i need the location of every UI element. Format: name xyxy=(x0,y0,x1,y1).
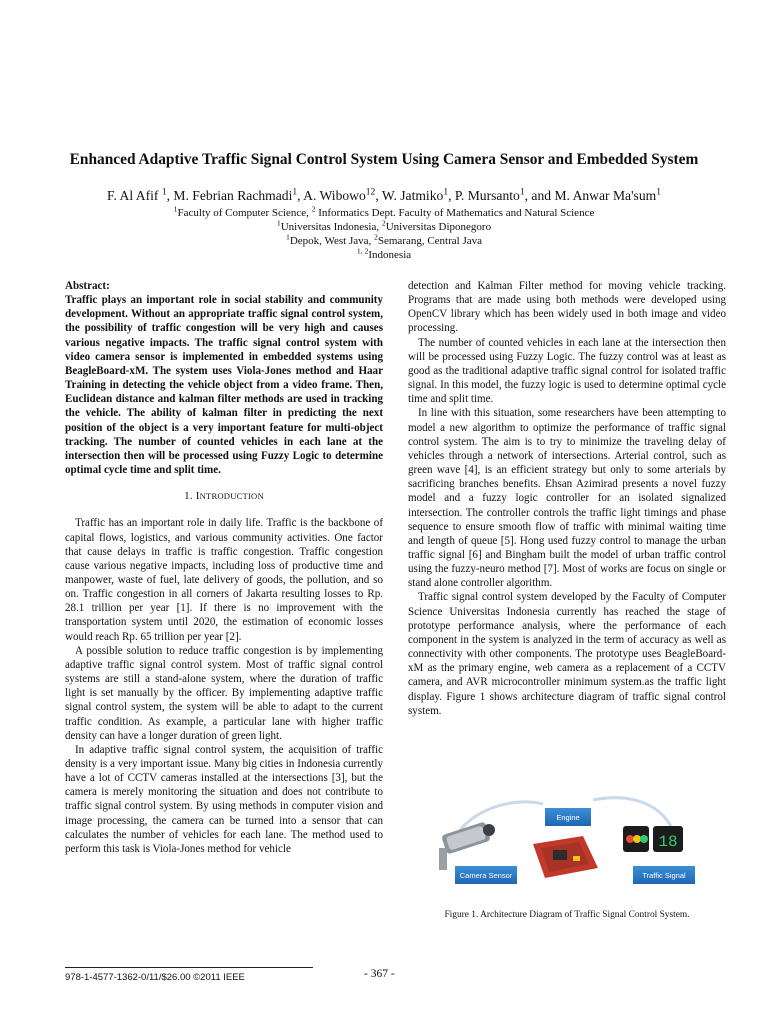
signal-label: Traffic Signal xyxy=(642,871,686,880)
traffic-light-icon xyxy=(623,826,683,852)
author-affiliation-mark: 1 xyxy=(161,187,167,198)
affiliation-line xyxy=(60,232,708,248)
affiliation-mark: 2 xyxy=(311,204,316,214)
author-affiliation-mark: 1 xyxy=(656,187,661,198)
affiliation-mark: 2 xyxy=(381,218,386,228)
affiliation-mark: 1 xyxy=(276,218,281,228)
affiliation-text: Semarang, Central Java xyxy=(377,235,482,247)
footer-rule xyxy=(65,967,313,968)
paragraph: In line with this situation, some researchers have been attempting to model a new algorithm to optimize the performance of traffic signal control system. The aim is to try to minimize the traveling delay of vehicles through a network of intersections. Arterial control, such as green wave [4], is an efficient strategy but only to some arterials by sacrificing branches benefits. Ehsan Azimirad presents a novel fuzzy model and a fuzzy logic controller for an isolated signalized intersection. The controller controls the traffic light timings and phase sequence to ensure smooth flow of traffic with minimal waiting time and length of queue [5]. Hong used fuzzy control to manage the urban traffic signal [6] and Bingham built the model of urban traffic control using the fuzzy-neuro method [7]. Most of works are focus on single or stand alone controller algorithm. xyxy=(408,407,726,590)
author-affiliation-mark: 1 xyxy=(519,187,525,198)
section-number: 1. xyxy=(184,490,196,503)
author-name: F. Al Afif xyxy=(107,188,159,203)
engine-label: Engine xyxy=(556,813,580,822)
paragraph: In adaptive traffic signal control system, the acquisition of traffic density is a very important issue. Many big cities in Indonesia currently have a lot of CCTV cameras installed at the intersections [3], but the camera is merely monitoring the situation and does not contribute to traffic signal control system. By using methods in computer vision and image processing, the camera can be turned into a sensor that can calculates the number of vehicles for each lane. The method used to perform this task is Viola-Jones method for vehicle xyxy=(65,743,383,855)
affiliation-line xyxy=(60,246,708,262)
camera-label: Camera Sensor xyxy=(459,871,513,880)
left-column xyxy=(65,279,383,856)
paper-title: Enhanced Adaptive Traffic Signal Control System Using Camera Sensor and Embedded System xyxy=(69,151,699,168)
countdown-display: 18 xyxy=(658,833,678,851)
beagleboard-icon xyxy=(533,836,598,878)
footer-copyright: 978-1-4577-1362-0/11/$26.00 ©2011 IEEE xyxy=(65,972,245,983)
figure-caption: Figure 1. Architecture Diagram of Traffic Signal Control System. xyxy=(444,910,690,920)
affiliation-mark: 2 xyxy=(374,232,378,242)
author-name: P. Mursanto xyxy=(454,188,520,203)
affiliation-line xyxy=(60,218,708,234)
affiliation-text: Universitas Diponegoro xyxy=(385,221,492,233)
affiliation-text: Faculty of Computer Science, xyxy=(177,207,312,219)
paragraph: Traffic has an important role in daily life. Traffic is the backbone of capital flows, logistics, and various community activities. One factor that cause delays in traffic is traffic congestion. Traffic congestion cause various negative impacts, including loss of productive time and manpower, waste of fuel, late delivery of goods, the pollution, and so on. Traffic congestion in all corners of Jakarta resulting losses to Rp. 28.1 trillion per year [1]. If there is no improvement with the transportation system until 2020, the estimation of economic losses would reach Rp. 65 trillion per year [2]. xyxy=(65,517,383,643)
author-affiliation-mark: 1 xyxy=(292,187,298,198)
affiliation-mark: 1 xyxy=(173,204,178,214)
author-name: M. Anwar Ma'sum xyxy=(554,188,657,203)
paragraph: Traffic signal control system developed by the Faculty of Computer Science Universitas Indonesia currently has reached the stage of prototype performance analysis, where the performance of each component in the system is analyzed in the term of accuracy as well as connectivity with other components. The prototype uses BeagleBoard-xM as the primary engine, web camera as a replacement of a CCTV camera, and AVR microcontroller minimum system.as the traffic light display. Figure 1 shows architecture diagram of traffic signal control system. xyxy=(408,591,726,717)
author-affiliation-mark: 12 xyxy=(365,187,376,198)
author-name: M. Febrian Rachmadi xyxy=(173,188,293,203)
affiliation-text: Depok, West Java, xyxy=(289,235,374,247)
affiliation-text: Informatics Dept. Faculty of Mathematics and Natural Science xyxy=(315,207,595,219)
abstract-text: Traffic plays an important role in social stability and community development. Without an appropriate traffic signal control system, the possibility of traffic congestion will be very high and causes various negative impacts. The traffic signal control system with video camera sensor is implemented in embedded systems using BeagleBoard-xM. The system uses Viola-Jones method and Haar Training in detecting the vehicle object from a video frame. Then, Euclidean distance and kalman filter methods are used in tracking the vehicle. The ability of kalman filter in predicting the next position of the object is a very important feature for multi-object tracking. The number of counted vehicles in each lane at the intersection then will be processed using Fuzzy Logic to determine optimal cycle time and split time. xyxy=(65,294,383,477)
page-number: - 367 - xyxy=(364,968,395,980)
affiliation-mark: 1, 2 xyxy=(356,246,369,256)
author-name: A. Wibowo xyxy=(303,188,366,203)
paragraph: A possible solution to reduce traffic congestion is by implementing adaptive traffic signal control system. Most of traffic signal control systems are still a stand-alone system, where the duration of traffic light is set manually by the officer. By implementing adaptive traffic signal control system, the system will be able to adapt to the current traffic condition. As example, a particular lane with higher traffic density can have a longer duration of green light. xyxy=(65,644,383,742)
section-heading-introduction xyxy=(65,489,383,503)
cctv-camera-icon xyxy=(439,821,495,870)
section-title-initial: I xyxy=(195,490,200,503)
author-affiliation-mark: 1 xyxy=(443,187,449,198)
affiliation-mark: 1 xyxy=(286,232,290,242)
author-list: F. Al Afif $^1$, M. Febrian Rachmadi$^1$, A. Wibowo$^{12}$, W. Jatmiko$^1$, P. Mursanto$^1$, and M. Anwar Ma'sum$^1$ xyxy=(107,187,661,203)
affiliation-text: Indonesia xyxy=(368,249,412,261)
right-column xyxy=(408,279,726,718)
abstract-heading: Abstract: xyxy=(65,280,110,292)
affiliation-text: Universitas Indonesia, xyxy=(280,221,382,233)
author-name: W. Jatmiko xyxy=(381,188,444,203)
paragraph: The number of counted vehicles in each lane at the intersection then will be processed using Fuzzy Logic. The fuzzy control was at least as good as the traditional adaptive traffic signal control for isolated traffic signal. In this model, the fuzzy logic is used to determine optimal cycle time and split time. xyxy=(408,336,726,406)
architecture-diagram xyxy=(433,786,705,908)
paragraph: detection and Kalman Filter method for moving vehicle tracking. Programs that are made using both methods were developed using OpenCV library which has been widely used in both image and video processing. xyxy=(408,280,726,335)
section-title-smallcaps: NTRODUCTION xyxy=(199,491,264,502)
